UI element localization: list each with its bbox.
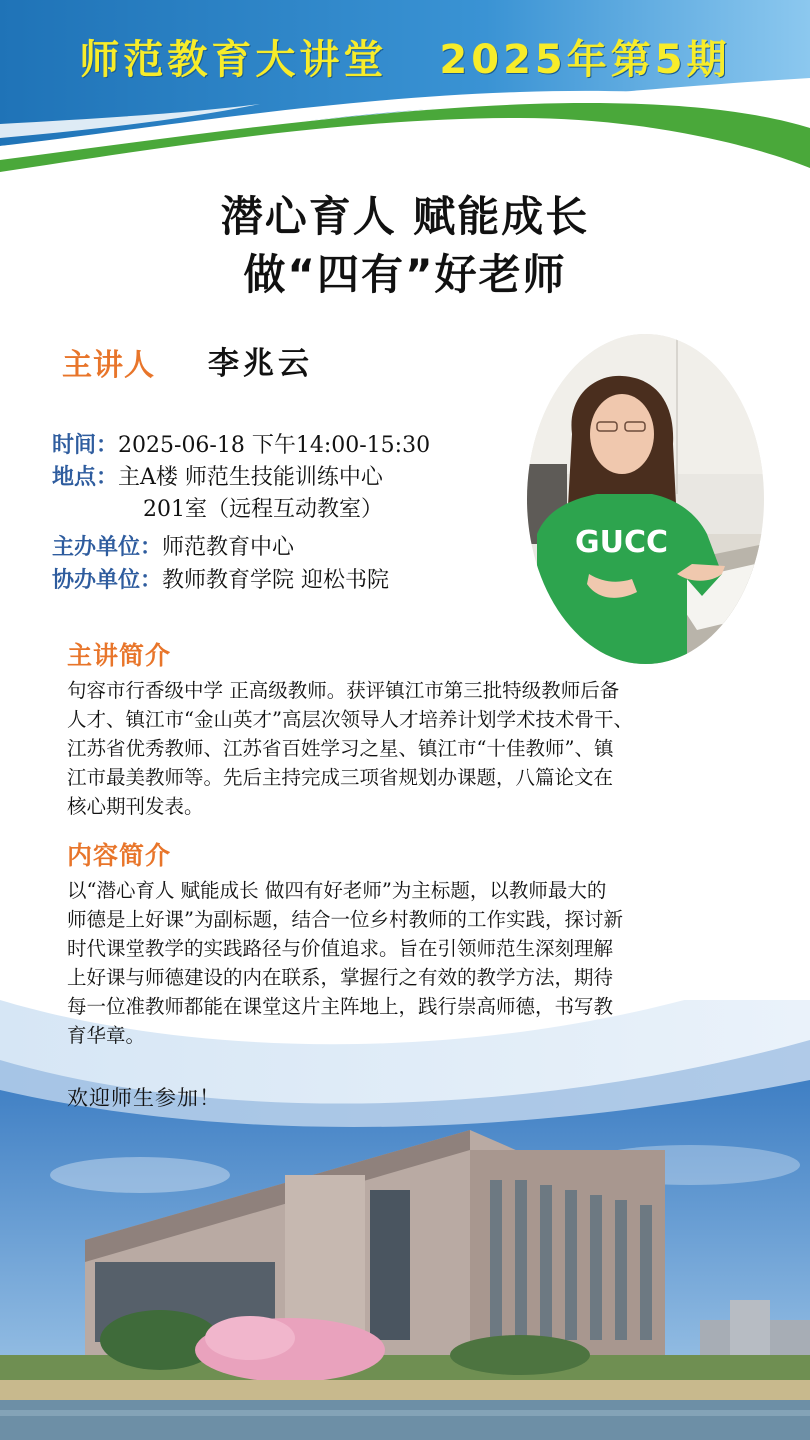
bio-line: 江市最美教师等。先后主持完成三项省规划办课题，八篇论文在 xyxy=(67,766,614,789)
content-paragraph xyxy=(67,876,752,1050)
content-line: 时代课堂教学的实践路径与价值追求。旨在引领师范生深刻理解 xyxy=(67,937,614,960)
header-banner xyxy=(0,0,810,175)
header-title xyxy=(0,28,810,85)
issue-number: 2025年第5期 xyxy=(439,37,731,83)
time-value: 2025-06-18 下午14:00-15:30 xyxy=(118,433,431,458)
co-organizer-row xyxy=(52,563,389,594)
host-label: 主办单位： xyxy=(52,534,163,560)
bio-line: 江苏省优秀教师、江苏省百姓学习之星、镇江市“十佳教师”、镇 xyxy=(67,737,614,760)
co-organizer-label: 协办单位： xyxy=(52,567,163,593)
bio-line: 句容市行香级中学 正高级教师。获评镇江市第三批特级教师后备 xyxy=(67,679,620,702)
time-label: 时间： xyxy=(52,432,119,458)
content-heading: 内容简介 xyxy=(67,841,172,870)
content-line: 以“潜心育人 赋能成长 做四有好老师”为主标题，以教师最大的 xyxy=(67,879,607,902)
main-title-line-1: 潜心育人 赋能成长 xyxy=(220,192,590,241)
time-row xyxy=(52,428,430,459)
bio-paragraph xyxy=(67,676,752,821)
place-label: 地点： xyxy=(52,464,119,490)
place-value-line-2: 201室（远程互动教室） xyxy=(143,497,383,522)
speaker-photo xyxy=(527,334,764,664)
speaker-name: 李兆云 xyxy=(208,346,313,382)
content-line: 每一位准教师都能在课堂这片主阵地上，践行崇高师德，书写教 xyxy=(67,995,614,1018)
library-building-image xyxy=(0,1000,810,1440)
welcome-text: 欢迎师生参加！ xyxy=(67,1086,221,1110)
place-value: 主A楼 师范生技能训练中心 xyxy=(118,465,383,490)
content-line: 师德是上好课”为副标题，结合一位乡村教师的工作实践，探讨新 xyxy=(67,908,623,931)
main-title-line-2: 做“四有”好老师 xyxy=(243,250,567,299)
bio-line: 核心期刊发表。 xyxy=(67,795,204,818)
host-value: 师范教育中心 xyxy=(162,535,295,560)
speaker-label: 主讲人 xyxy=(62,348,155,383)
content-line: 上好课与师德建设的内在联系，掌握行之有效的教学方法，期待 xyxy=(67,966,614,989)
host-row xyxy=(52,530,294,561)
bio-heading: 主讲简介 xyxy=(67,641,172,670)
place-row xyxy=(52,460,383,491)
co-organizer-value: 教师教育学院 迎松书院 xyxy=(162,568,390,593)
bio-line: 人才、镇江市“金山英才”高层次领导人才培养计划学术技术骨干、 xyxy=(67,708,633,731)
content-line: 育华章。 xyxy=(67,1024,146,1047)
svg-text:GUCC: GUCC xyxy=(575,525,669,560)
series-name: 师范教育大讲堂 xyxy=(79,37,388,83)
